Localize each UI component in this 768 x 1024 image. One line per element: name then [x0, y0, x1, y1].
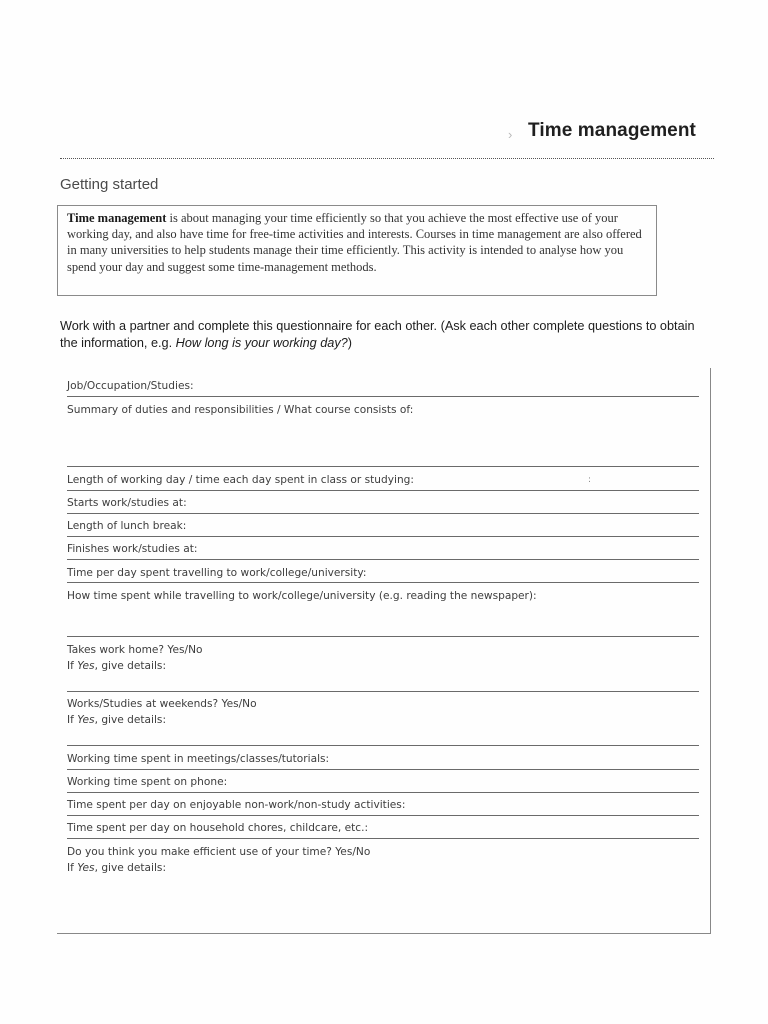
if-comma: ,	[94, 660, 102, 672]
field-label-duties: Summary of duties and responsibilities / What course consists of:	[67, 404, 414, 416]
instruction-text	[60, 318, 700, 351]
section-heading: Getting started	[60, 176, 159, 193]
field-label-starts: Starts work/studies at:	[67, 497, 187, 509]
intro-paragraph	[67, 210, 651, 275]
answer-line-enjoyable[interactable]	[67, 815, 699, 816]
intro-term: Time management	[67, 211, 167, 225]
answer-line-meetings[interactable]	[67, 769, 699, 770]
answer-line-travel-time[interactable]	[67, 582, 699, 583]
answer-line-phone[interactable]	[67, 792, 699, 793]
field-label-travel-time: Time per day spent travelling to work/college/university:	[67, 567, 367, 579]
detail-text: give details:	[101, 660, 167, 672]
field-label-lunch: Length of lunch break:	[67, 520, 187, 532]
detail-text: give details:	[101, 714, 167, 726]
if-comma: ,	[94, 862, 102, 874]
field-detail-efficient	[67, 860, 166, 876]
field-label-work-home: Takes work home? Yes/No	[67, 644, 203, 656]
answer-line-duties[interactable]	[67, 466, 699, 467]
answer-line-working-day[interactable]	[67, 490, 699, 491]
if-prefix: If	[67, 714, 78, 726]
field-detail-weekends	[67, 712, 166, 728]
answer-line-lunch[interactable]	[67, 536, 699, 537]
if-prefix: If	[67, 660, 78, 672]
answer-line-finishes[interactable]	[67, 559, 699, 560]
stray-mark: :	[588, 475, 592, 485]
detail-text: give details:	[101, 862, 167, 874]
intro-body: is about managing your time efficiently so that you achieve the most effective use of your working day, and also have time for free-time activities and interests. Courses in time management are also offered in many universities to help students manage their time efficiently. This activity is intended to analyse how you spend your day and suggest some time-management methods.	[67, 211, 642, 274]
answer-line-occupation[interactable]	[67, 396, 699, 397]
field-label-occupation: Job/Occupation/Studies:	[67, 380, 194, 392]
instruction-example: How long is your working day?	[175, 335, 348, 350]
answer-line-weekends[interactable]	[67, 745, 699, 746]
if-comma: ,	[94, 714, 102, 726]
answer-line-starts[interactable]	[67, 513, 699, 514]
field-detail-work-home	[67, 658, 166, 674]
field-label-meetings: Working time spent in meetings/classes/tutorials:	[67, 753, 330, 765]
if-prefix: If	[67, 862, 78, 874]
title-divider	[60, 158, 714, 159]
if-yes-word: Yes	[77, 714, 95, 726]
field-label-chores: Time spent per day on household chores, childcare, etc.:	[67, 822, 369, 834]
field-label-enjoyable: Time spent per day on enjoyable non-work/non-study activities:	[67, 799, 406, 811]
field-label-efficient: Do you think you make efficient use of your time? Yes/No	[67, 846, 371, 858]
instruction-close: )	[347, 335, 352, 350]
instruction-main: Work with a partner and complete this questionnaire for each other. (Ask each other complete questions to obtain the information, e.g.	[60, 319, 695, 350]
answer-line-work-home[interactable]	[67, 691, 699, 692]
title-arrow-mark: ›	[508, 127, 513, 142]
field-label-weekends: Works/Studies at weekends? Yes/No	[67, 698, 257, 710]
intro-box	[57, 205, 657, 296]
answer-line-travel-use[interactable]	[67, 636, 699, 637]
if-yes-word: Yes	[77, 862, 95, 874]
field-label-finishes: Finishes work/studies at:	[67, 543, 198, 555]
answer-line-chores[interactable]	[67, 838, 699, 839]
field-label-working-day: Length of working day / time each day spent in class or studying:	[67, 474, 414, 486]
if-yes-word: Yes	[77, 660, 95, 672]
field-label-travel-use: How time spent while travelling to work/college/university (e.g. reading the newspaper):	[67, 590, 537, 602]
page-title: Time management	[528, 120, 696, 141]
field-label-phone: Working time spent on phone:	[67, 776, 228, 788]
